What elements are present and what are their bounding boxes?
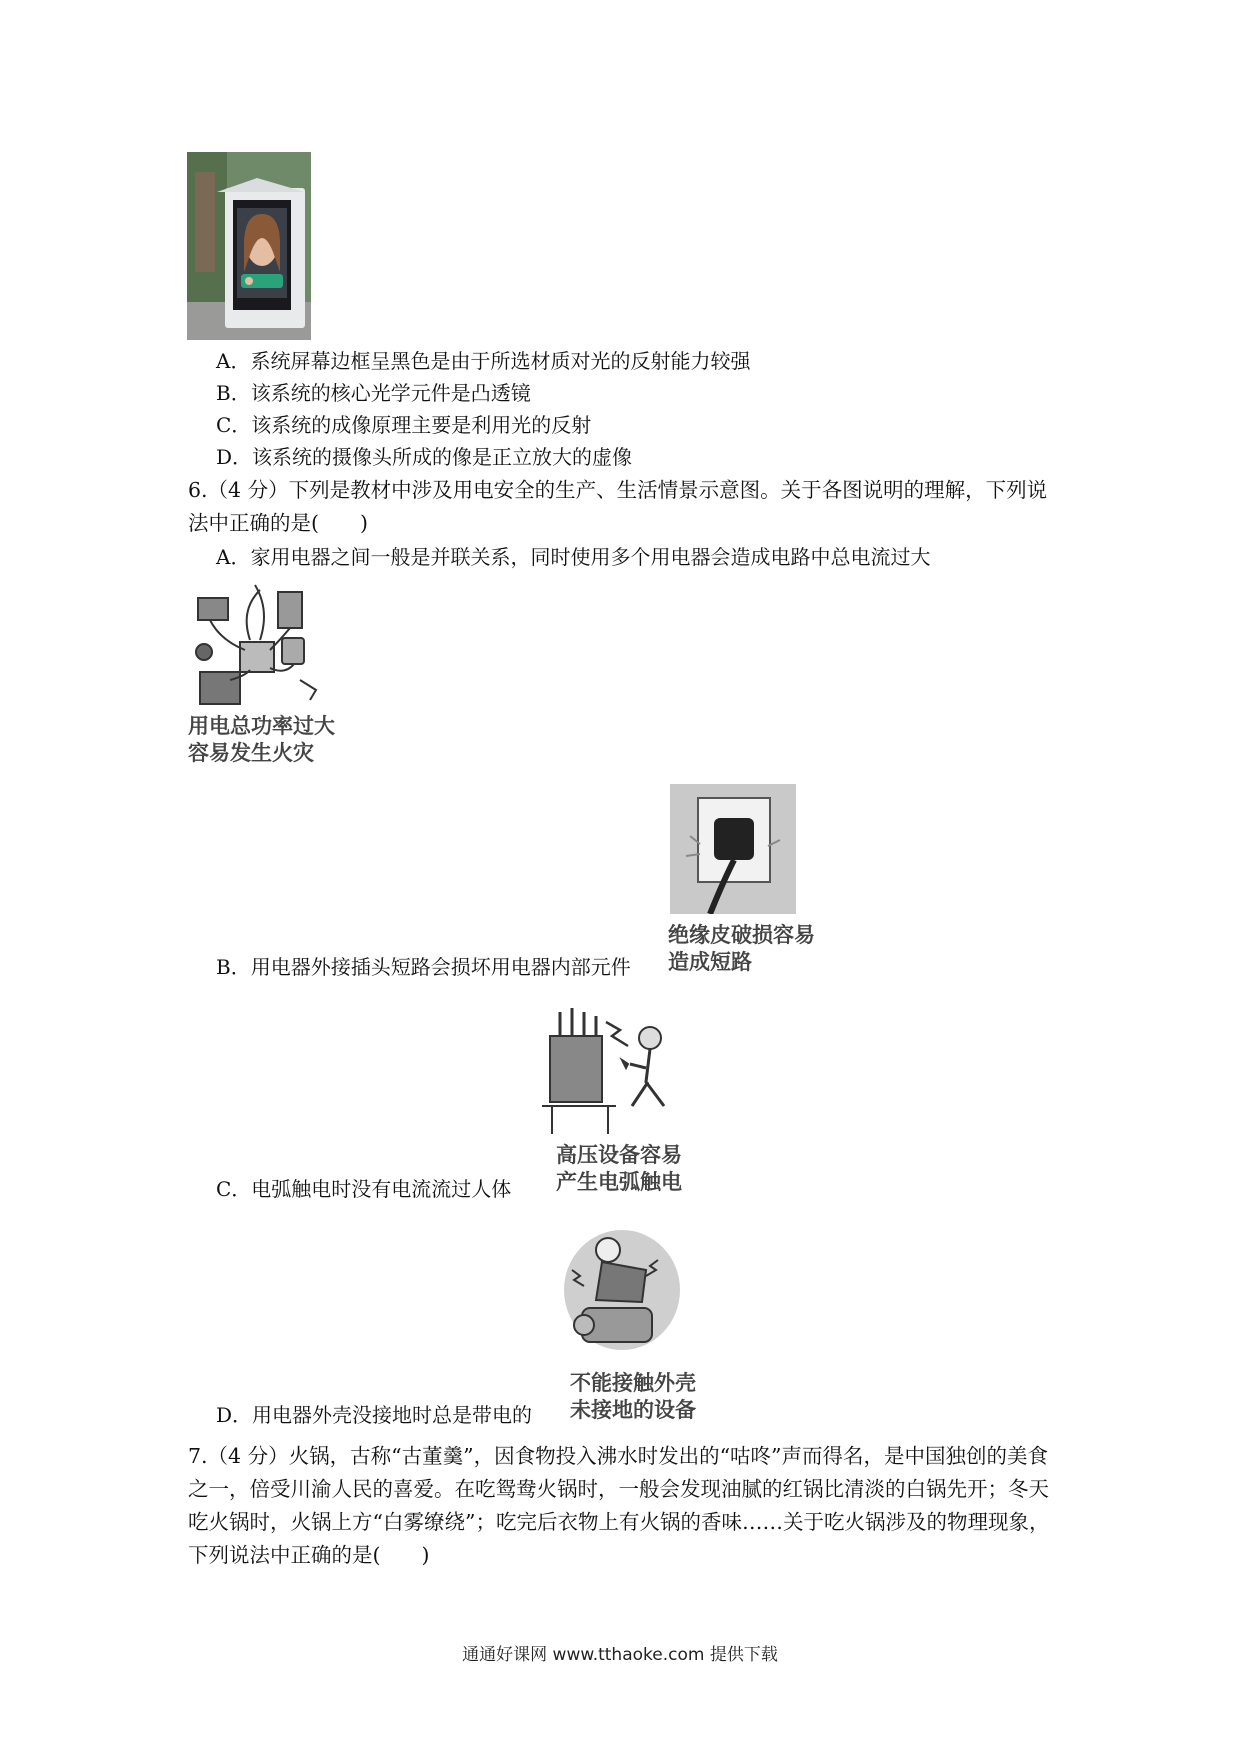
caption-c-line1: 高压设备容易: [556, 1143, 682, 1167]
q5-option-b: B．该系统的核心光学元件是凸透镜: [216, 381, 531, 405]
q6-option-c: C．电弧触电时没有电流流过人体: [216, 1177, 512, 1201]
q6-option-b: B．用电器外接插头短路会损坏用电器内部元件: [216, 955, 631, 979]
q6-option-a: A．家用电器之间一般是并联关系，同时使用多个用电器会造成电路中总电流过大: [216, 545, 931, 569]
q6-option-d: D．用电器外壳没接地时总是带电的: [216, 1403, 533, 1427]
caption-a-line1: 用电总功率过大: [188, 714, 335, 738]
q5-option-c: C．该系统的成像原理主要是利用光的反射: [216, 413, 592, 437]
caption-d-line1: 不能接触外壳: [570, 1371, 696, 1395]
face-recognition-terminal-photo: [187, 152, 311, 340]
caption-d-line2: 未接地的设备: [570, 1398, 696, 1422]
q5-option-d: D．该系统的摄像头所成的像是正立放大的虚像: [216, 445, 633, 469]
ungrounded-motor-illustration: [562, 1230, 682, 1352]
caption-a-line2: 容易发生火灾: [188, 741, 314, 765]
q5-option-a: A．系统屏幕边框呈黑色是由于所选材质对光的反射能力较强: [216, 349, 751, 373]
high-voltage-arc-illustration: [538, 1006, 688, 1138]
q7-stem: 7.（4 分）火锅，古称“古董羹”，因食物投入沸水时发出的“咕咚”声而得名，是中国独创的美食之一，倍受川渝人民的喜爱。在吃鸳鸯火锅时，一般会发现油腻的红锅比清淡的白锅先开；冬天吃火锅时，火锅上方“白雾缭绕”；吃完后衣物上有火锅的香味……关于吃火锅涉及的物理现象，下列说法中正确的是( ): [188, 1444, 1050, 1567]
caption-b-line1: 绝缘皮破损容易: [668, 923, 815, 947]
overloaded-socket-illustration: [190, 580, 330, 710]
q6-stem: 6.（4 分）下列是教材中涉及用电安全的生产、生活情景示意图。关于各图说明的理解，下列说法中正确的是( ): [188, 478, 1048, 535]
caption-c-line2: 产生电弧触电: [556, 1170, 682, 1194]
page-footer: 通通好课网 www.tthaoke.com 提供下载: [462, 1645, 778, 1665]
damaged-plug-illustration: [670, 784, 796, 914]
caption-b-line2: 造成短路: [668, 950, 752, 974]
